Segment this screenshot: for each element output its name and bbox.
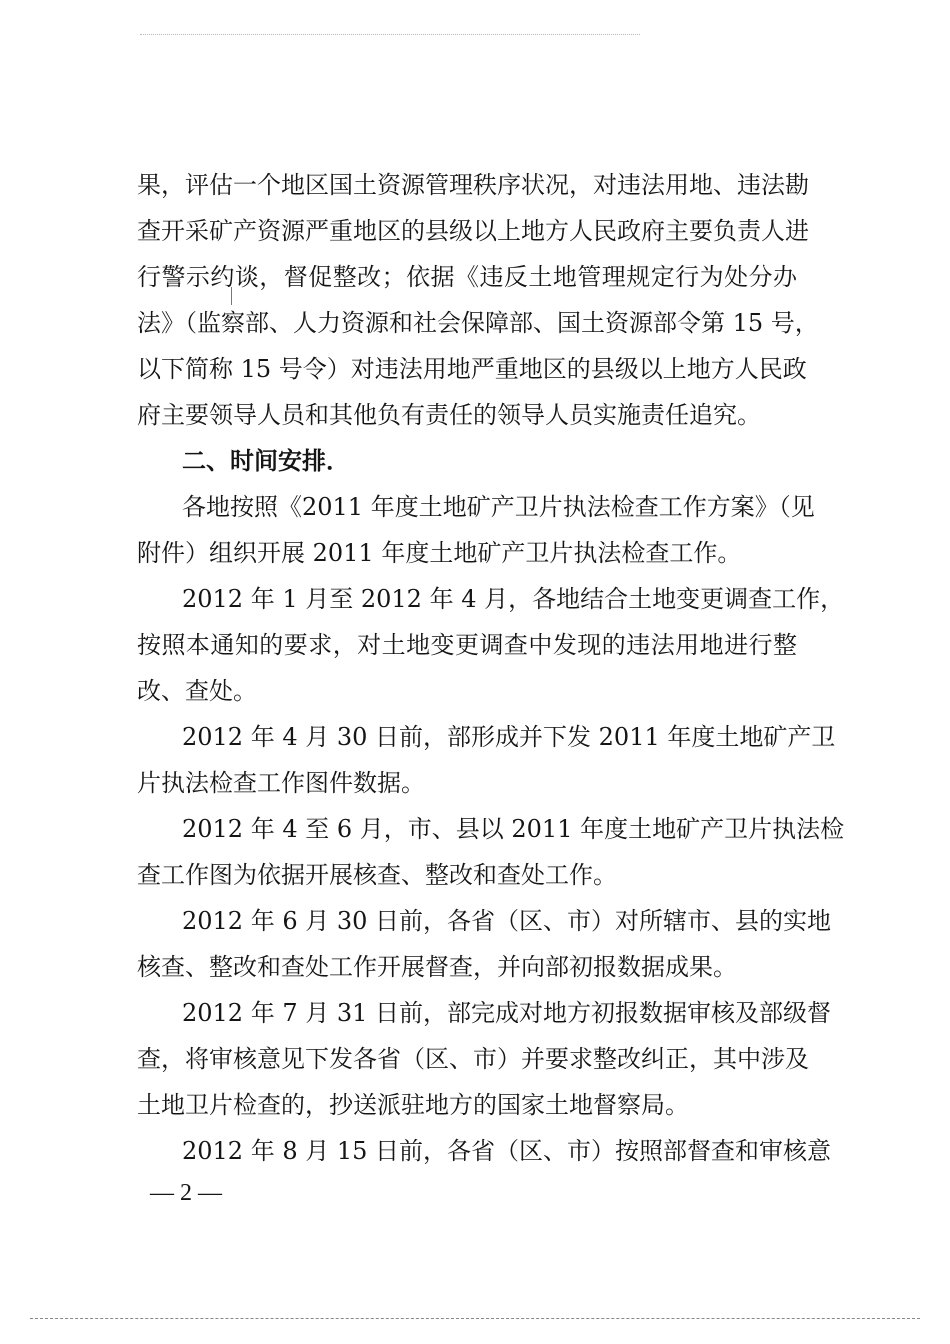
text-line: 各地按照《2011 年度土地矿产卫片执法检查工作方案》（见 bbox=[182, 493, 815, 521]
text-line: 府主要领导人员和其他负有责任的领导人员实施责任追究。 bbox=[137, 401, 761, 429]
text-line: 法》（监察部、人力资源和社会保障部、国土资源部令第 15 号， bbox=[137, 309, 819, 337]
text-line: 2012 年 6 月 30 日前，各省（区、市）对所辖市、县的实地 bbox=[182, 907, 832, 935]
text-line: 片执法检查工作图件数据。 bbox=[137, 769, 425, 797]
text-line: 以下简称 15 号令）对违法用地严重地区的县级以上地方人民政 bbox=[137, 355, 807, 383]
text-line: 2012 年 1 月至 2012 年 4 月，各地结合土地变更调查工作， bbox=[182, 585, 845, 613]
text-line: 2012 年 4 至 6 月，市、县以 2011 年度土地矿产卫片执法检 bbox=[182, 815, 845, 843]
section-heading: 二、时间安排． bbox=[182, 447, 350, 475]
text-line: 核查、整改和查处工作开展督查，并向部初报数据成果。 bbox=[137, 953, 737, 981]
text-line: 查开采矿产资源严重地区的县级以上地方人民政府主要负责人进 bbox=[137, 217, 809, 245]
text-line: 行警示约谈，督促整改；依据《违反土地管理规定行为处分办 bbox=[137, 263, 797, 291]
scan-artifact-bottom bbox=[30, 1318, 920, 1319]
page-number: — 2 — bbox=[150, 1180, 222, 1206]
text-line: 附件）组织开展 2011 年度土地矿产卫片执法检查工作。 bbox=[137, 539, 742, 567]
text-line: 2012 年 7 月 31 日前，部完成对地方初报数据审核及部级督 bbox=[182, 999, 832, 1027]
text-line: 按照本通知的要求，对土地变更调查中发现的违法用地进行整 bbox=[137, 631, 797, 659]
text-line: 土地卫片检查的，抄送派驻地方的国家土地督察局。 bbox=[137, 1091, 689, 1119]
text-line: 2012 年 8 月 15 日前，各省（区、市）按照部督查和审核意 bbox=[182, 1137, 832, 1165]
text-line: 果，评估一个地区国土资源管理秩序状况，对违法用地、违法勘 bbox=[137, 171, 809, 199]
text-line: 改、查处。 bbox=[137, 677, 257, 705]
text-line: 查工作图为依据开展核查、整改和查处工作。 bbox=[137, 861, 617, 889]
text-line: 2012 年 4 月 30 日前，部形成并下发 2011 年度土地矿产卫 bbox=[182, 723, 836, 751]
text-line: 查，将审核意见下发各省（区、市）并要求整改纠正，其中涉及 bbox=[137, 1045, 809, 1073]
scan-artifact-top bbox=[140, 34, 640, 35]
